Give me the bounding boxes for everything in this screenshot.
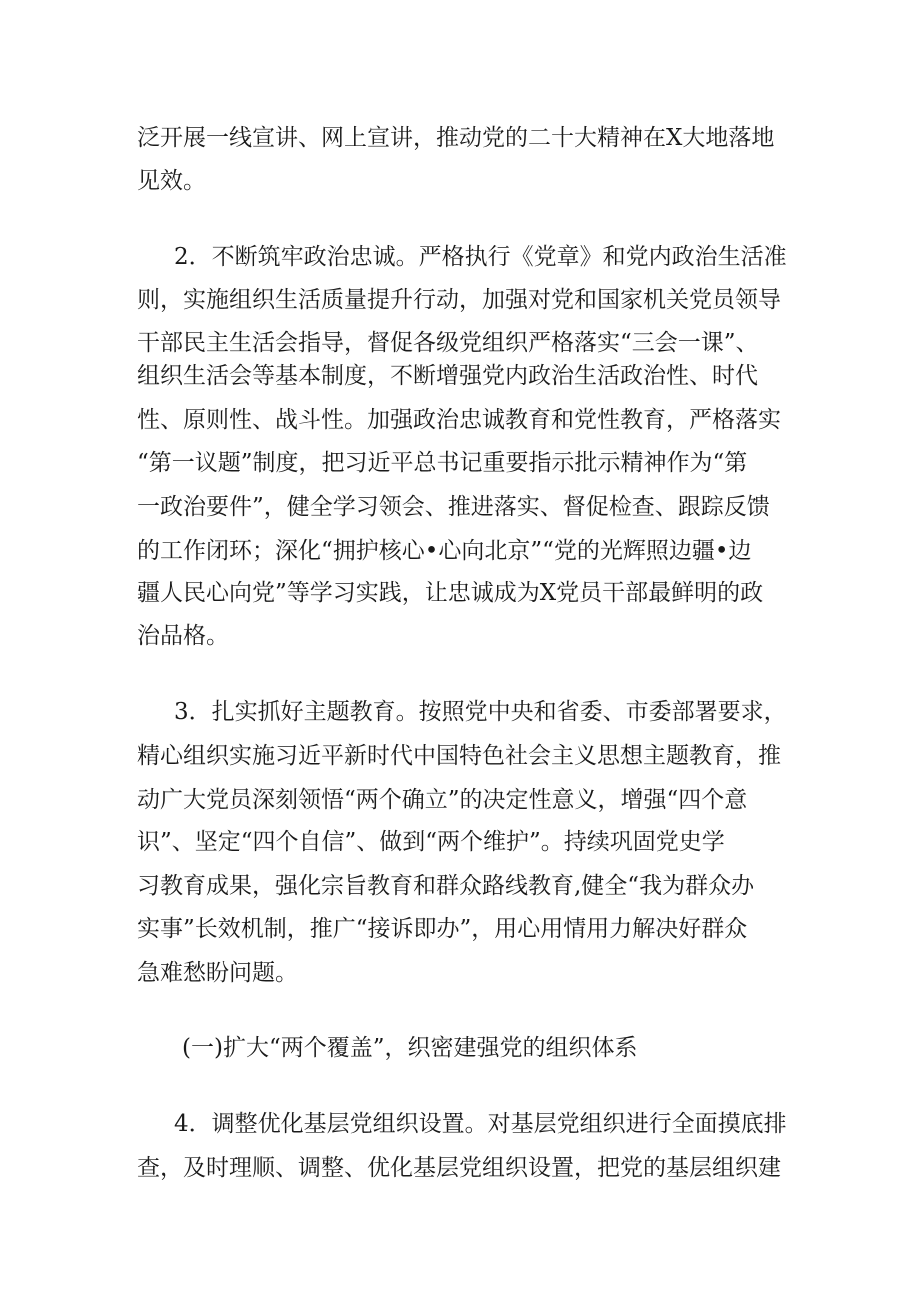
section-heading: (一)扩大“两个覆盖”，织密建强党的组织体系 <box>182 1035 638 1061</box>
text-line: 识”、坚定“四个自信”、做到“两个维护”。持续巩固党史学 <box>137 829 725 855</box>
text-line: 组织生活会等基本制度，不断增强党内政治生活政治性、时代 <box>137 363 758 389</box>
text-line: 泛开展一线宣讲、网上宣讲，推动党的二十大精神在X大地落地 <box>137 125 775 151</box>
text-line: 动广大党员深刻领悟“两个确立”的决定性意义，增强“四个意 <box>137 787 748 813</box>
paragraph-2-heading-line: 2．不断筑牢政治忠诚。严格执行《党章》和党内政治生活准 <box>174 244 787 270</box>
text-line: 精心组织实施习近平新时代中国特色社会主义思想主题教育，推 <box>137 743 781 769</box>
text-line: 疆人民心向党”等学习实践，让忠诚成为X党员干部最鲜明的政 <box>137 580 764 606</box>
text-line: 性、原则性、战斗性。加强政治忠诚教育和党性教育，严格落实 <box>137 407 781 433</box>
text-line: 的工作闭环；深化“拥护核心•心向北京”“党的光辉照边疆•边 <box>137 538 752 564</box>
text-line: 查，及时理顺、调整、优化基层党组织设置，把党的基层组织建 <box>137 1155 781 1181</box>
text-line: “第一议题”制度，把习近平总书记重要指示批示精神作为“第 <box>137 450 748 476</box>
text-line: 实事”长效机制，推广“接诉即办”，用心用情用力解决好群众 <box>137 916 748 942</box>
text-line: 一政治要件”，健全学习领会、推进落实、督促检查、跟踪反馈 <box>137 494 770 520</box>
text-line: 急难愁盼问题。 <box>137 960 298 986</box>
text-line: 习教育成果，强化宗旨教育和群众路线教育,健全“我为群众办 <box>137 873 755 899</box>
text-line: 治品格。 <box>137 623 229 649</box>
text-line: 干部民主生活会指导，督促各级党组织严格落实“三会一课”、 <box>137 330 759 356</box>
text-line: 则，实施组织生活质量提升行动，加强对党和国家机关党员领导 <box>137 287 781 313</box>
paragraph-4-heading-line: 4．调整优化基层党组织设置。对基层党组织进行全面摸底排 <box>174 1111 787 1137</box>
text-line: 见效。 <box>137 168 206 194</box>
paragraph-3-heading-line: 3．扎实抓好主题教育。按照党中央和省委、市委部署要求， <box>174 699 787 725</box>
